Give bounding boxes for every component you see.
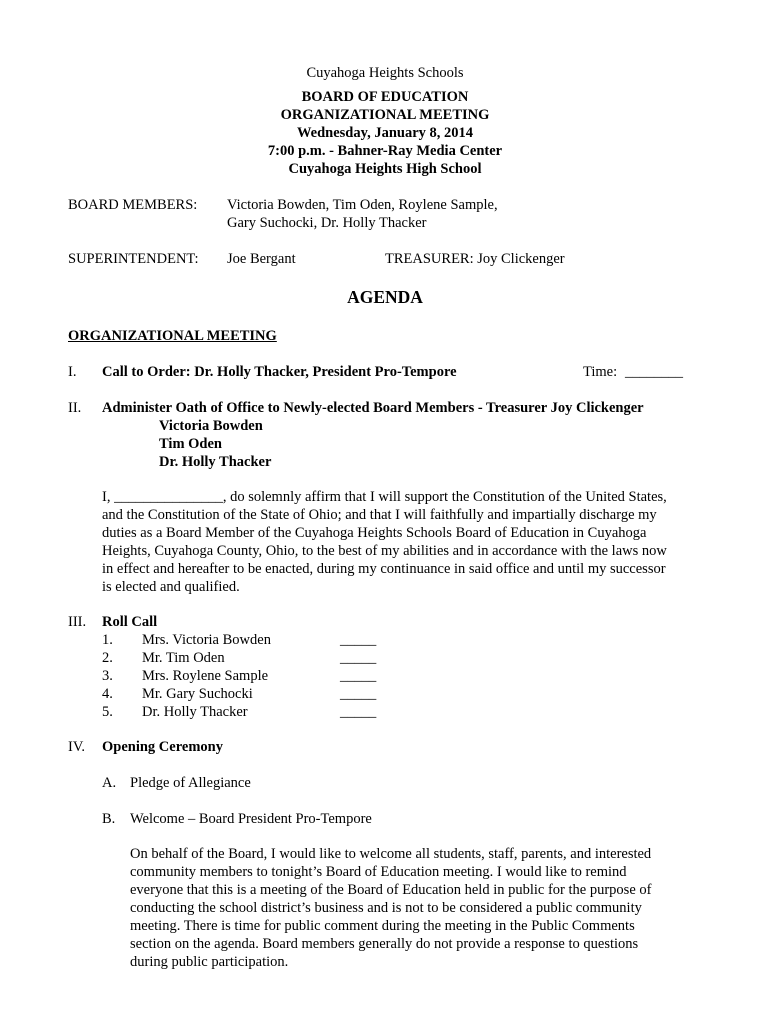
meeting-time-place: 7:00 p.m. - Bahner-Ray Media Center	[267, 143, 503, 159]
oath-name: Victoria Bowden	[159, 418, 263, 434]
oath-name: Dr. Holly Thacker	[159, 454, 272, 470]
welcome-text	[130, 845, 692, 971]
roll-number: 2.	[102, 650, 113, 666]
superintendent-label: SUPERINTENDENT:	[68, 251, 199, 267]
roll-number: 5.	[102, 704, 113, 720]
roll-blank: _____	[340, 632, 377, 648]
item-3-number: III.	[68, 614, 87, 630]
welcome-line: conducting the school district’s business and is not to be considered a public community	[130, 900, 642, 916]
oath-line: and the Constitution of the State of Ohio; and that I will faithfully and impartially discharge my	[102, 507, 657, 523]
oath-line: duties as a Board Member of the Cuyahoga Heights Schools Board of Education in Cuyahoga	[102, 525, 647, 541]
welcome-line: during public participation.	[130, 954, 289, 970]
item-1-time-label: Time:	[583, 364, 618, 380]
roll-number: 4.	[102, 686, 113, 702]
oath-name: Tim Oden	[159, 436, 222, 452]
item-2-number: II.	[68, 400, 82, 416]
roll-blank: _____	[340, 686, 377, 702]
item-1-time-blank: ________	[625, 364, 683, 380]
item-1-number: I.	[68, 364, 77, 380]
board-members-line1: Victoria Bowden, Tim Oden, Roylene Sample,	[227, 197, 498, 213]
meeting-date: Wednesday, January 8, 2014	[296, 125, 474, 141]
subitem-a-text: Pledge of Allegiance	[130, 775, 251, 791]
meeting-venue: Cuyahoga Heights High School	[288, 161, 482, 177]
welcome-line: On behalf of the Board, I would like to welcome all students, staff, parents, and interested	[130, 846, 652, 862]
item-2-text: Administer Oath of Office to Newly-elected Board Members - Treasurer Joy Clickenger	[102, 400, 644, 416]
roll-name: Mr. Tim Oden	[142, 650, 225, 666]
item-4-number: IV.	[68, 739, 86, 755]
item-4-title: Opening Ceremony	[102, 739, 223, 755]
roll-blank: _____	[340, 704, 377, 720]
subitem-b-letter: B.	[102, 811, 116, 827]
roll-name: Mr. Gary Suchocki	[142, 686, 253, 702]
board-members-label: BOARD MEMBERS:	[68, 197, 198, 213]
roll-number: 3.	[102, 668, 113, 684]
oath-line: Heights, Cuyahoga County, Ohio, to the best of my abilities and in accordance with the laws now	[102, 543, 667, 559]
board-members-line2: Gary Suchocki, Dr. Holly Thacker	[227, 215, 427, 231]
school-name: Cuyahoga Heights Schools	[306, 65, 464, 81]
subitem-a-letter: A.	[102, 775, 117, 791]
oath-line: is elected and qualified.	[102, 579, 240, 595]
subitem-b-text: Welcome – Board President Pro-Tempore	[130, 811, 372, 827]
item-1-text: Call to Order: Dr. Holly Thacker, President Pro-Tempore	[102, 364, 457, 380]
board-title: BOARD OF EDUCATION	[301, 89, 469, 105]
roll-blank: _____	[340, 650, 377, 666]
meeting-title: ORGANIZATIONAL MEETING	[280, 107, 490, 123]
agenda-title: AGENDA	[347, 287, 423, 307]
roll-name: Mrs. Roylene Sample	[142, 668, 269, 684]
roll-number: 1.	[102, 632, 113, 648]
section-heading: ORGANIZATIONAL MEETING	[68, 328, 277, 344]
oath-text	[102, 488, 712, 596]
oath-line: in effect and hereafter to be enacted, during my continuance in said office and until my successor	[102, 561, 666, 577]
roll-blank: _____	[340, 668, 377, 684]
welcome-line: meeting. There is time for public comment during the meeting in the Public Comments	[130, 918, 635, 934]
roll-name: Dr. Holly Thacker	[142, 704, 248, 720]
welcome-line: section on the agenda. Board members generally do not provide a response to questions	[130, 936, 639, 952]
roll-name: Mrs. Victoria Bowden	[142, 632, 271, 648]
oath-line: I, _______________, do solemnly affirm that I will support the Constitution of the United States,	[102, 489, 667, 505]
treasurer: TREASURER: Joy Clickenger	[385, 251, 565, 267]
item-3-title: Roll Call	[102, 614, 158, 630]
superintendent-name: Joe Bergant	[227, 251, 296, 267]
welcome-line: everyone that this is a meeting of the Board of Education held in public for the purpose of	[130, 882, 652, 898]
welcome-line: community members to tonight’s Board of Education meeting. I would like to remind	[130, 864, 627, 880]
